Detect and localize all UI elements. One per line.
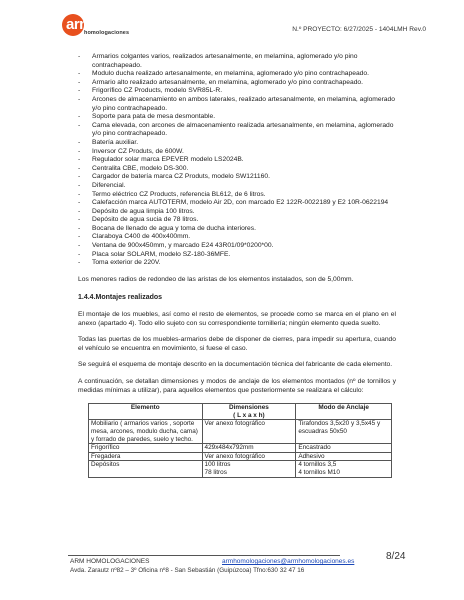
page-header xyxy=(0,0,464,42)
cell-modo-line: 4 tornillos 3,5 xyxy=(298,461,337,469)
cell-dimensiones xyxy=(202,461,296,477)
footer-divider xyxy=(68,555,340,556)
footer-company: ARM HOMOLOGACIONES xyxy=(70,558,150,565)
list-item: - Armarios colgantes varios, realizados artesanalmente, en melamina, aglomerado y/o pino contrachapeado. xyxy=(78,53,396,70)
list-item: - Centralita CBE, modelo DS-300. xyxy=(78,165,396,174)
equipment-list xyxy=(78,53,396,268)
page-number: 8/24 xyxy=(386,551,406,562)
list-item: - Depósito de agua limpia 100 litros. xyxy=(78,208,396,217)
document-body xyxy=(78,53,396,478)
cell-elemento: Mobiliario ( armarios varios , soporte mesa, arcones, modulo ducha, cama) y forrado de paredes, suelo y techo. xyxy=(89,420,203,444)
section-heading: 1.4.4.Montajes realizados xyxy=(78,294,163,302)
logo-word: arm xyxy=(66,16,93,33)
continuacion-paragraph: A continuación, se detallan dimensiones y modos de anclaje de los elementos montados (nº de tornillos y medidas mínimas a utilizar), para aquellos elementos que posteriormente se realizara el cálculo: xyxy=(78,378,396,394)
project-number: N.º PROYECTO: 6/27/2025 - 1404LMH Rev.0 xyxy=(292,26,426,33)
list-item: - Termo eléctrico CZ Products, referencia BL612, de 6 litros. xyxy=(78,191,396,200)
cell-dimensiones: Ver anexo fotográfico xyxy=(202,420,296,444)
header-dimensiones xyxy=(202,404,296,420)
esquema-paragraph: Se seguirá el esquema de montaje descrito en la documentación técnica del fabricante de cada elemento. xyxy=(78,361,393,369)
list-item: - Bocana de llenado de agua y toma de ducha interiores. xyxy=(78,225,396,234)
table-row xyxy=(89,461,392,477)
list-item: - Batería auxiliar. xyxy=(78,139,396,148)
header-elemento: Elemento xyxy=(89,404,203,420)
list-item: - Arcones de almacenamiento en ambos laterales, realizado artesanalmente, en melamina, aglomerado y/o pino contrachapeado. xyxy=(78,96,396,113)
list-item: - Placa solar SOLARM, modelo SZ-180-36MFE. xyxy=(78,251,396,260)
list-item: - Cama elevada, con arcones de almacenamiento realizada artesanalmente, en melamina, aglomerado y/o pino contrachapeado. xyxy=(78,122,396,139)
list-item: - Inversor CZ Produts, de 600W. xyxy=(78,148,396,157)
table-row xyxy=(89,444,392,453)
cell-elemento: Depósitos xyxy=(89,461,203,477)
footer-email-link[interactable]: armhomologaciones@armhomologaciones.es xyxy=(222,558,355,565)
arm-logo xyxy=(62,14,132,38)
cell-dimensiones-line: 78 litros xyxy=(204,468,227,476)
table-row xyxy=(89,420,392,444)
puertas-paragraph: Todas las puertas de los muebles-armarios debe de disponer de cierres, para impedir su apertura, cuando el vehículo se encuentra en movimiento, si fuese el caso. xyxy=(78,336,396,352)
list-item: - Soporte para pata de mesa desmontable. xyxy=(78,113,396,122)
list-item: - Depósito de agua sucia de 78 litros. xyxy=(78,216,396,225)
cell-modo-line: 4 tornillos M10 xyxy=(298,468,340,476)
cell-modo: Encastrado xyxy=(296,444,392,453)
cell-dimensiones: 429x484x792mm xyxy=(202,444,296,453)
logo-subtitle: homologaciones xyxy=(84,30,130,36)
header-dimensiones-label: Dimensiones xyxy=(229,404,269,412)
list-item: - Armario alto realizado artesanalmente, en melamina, aglomerado y/o pino contrachapeado. xyxy=(78,79,396,88)
cell-dimensiones-line: 100 litros xyxy=(204,461,231,469)
montaje-paragraph: El montaje de los muebles, así como el resto de elementos, se procede como se marca en el plano en el anexo (apartado 4). Todo ello sujeto con su correspondiente tornillería; ningún elemento queda suelto. xyxy=(78,311,396,327)
header-dimensiones-sub: ( L x a x h) xyxy=(233,411,265,419)
list-item: - Toma exterior de 220V. xyxy=(78,259,396,268)
cell-elemento: Frigorífico xyxy=(89,444,203,453)
list-item: - Ventana de 900x450mm, y marcado E24 43R01/09*0200*00. xyxy=(78,242,396,251)
footer-address: Avda. Zarautz nº82 – 3º Oficina nº8 - San Sebastián (Guipúzcoa) Tfno:630 32 47 16 xyxy=(70,567,305,574)
list-item: - Calefacción marca AUTOTERM, modelo Air 2D, con marcado E2 122R-0022189 y E2 10R-0622194 xyxy=(78,199,396,208)
anchoring-table xyxy=(88,403,392,477)
list-item: - Modulo ducha realizado artesanalmente, en melamina, aglomerado y/o pino contrachapeado. xyxy=(78,70,396,79)
table-row xyxy=(89,452,392,461)
list-item: - Frigorífico CZ Products, modelo SVR85L-R. xyxy=(78,87,396,96)
list-item: - Claraboya C400 de 400x400mm. xyxy=(78,233,396,242)
cell-dimensiones: Ver anexo fotográfico xyxy=(202,452,296,461)
cell-modo: Adhesivo xyxy=(296,452,392,461)
cell-modo xyxy=(296,461,392,477)
list-item: - Diferencial. xyxy=(78,182,396,191)
list-item: - Cargador de batería marca CZ Produts, modelo SW121160. xyxy=(78,173,396,182)
cell-elemento: Fregadera xyxy=(89,452,203,461)
cell-modo: Tirafondos 3,5x20 y 3,5x45 y escuadras 50x50 xyxy=(296,420,392,444)
table-header-row xyxy=(89,404,392,420)
header-modo: Modo de Anclaje xyxy=(296,404,392,420)
list-item: - Regulador solar marca EPEVER modelo LS2024B. xyxy=(78,156,396,165)
radios-paragraph: Los menores radios de redondeo de las aristas de los elementos instalados, son de 5,00mm. xyxy=(78,275,354,283)
